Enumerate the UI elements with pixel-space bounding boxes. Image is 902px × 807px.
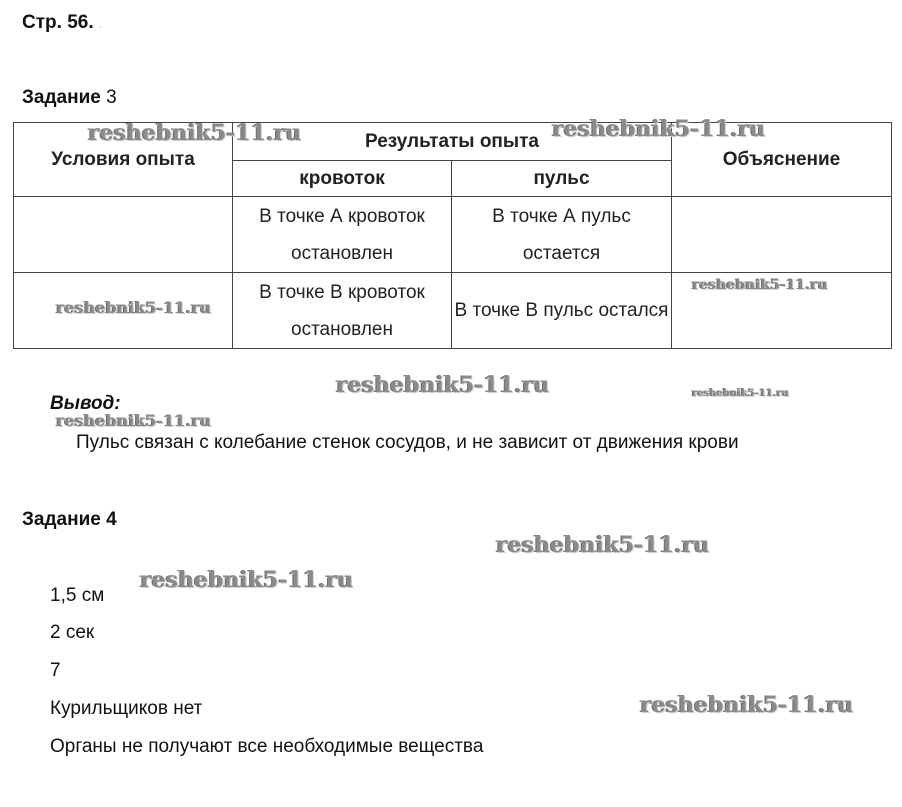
subheader-flow: кровоток xyxy=(233,161,452,197)
header-conditions: Условия опыта xyxy=(14,123,233,197)
task4-heading: Задание 4 xyxy=(22,509,117,530)
watermark: reshebnik5-11.ru xyxy=(692,277,828,293)
watermark: reshebnik5-11.ru xyxy=(56,298,212,317)
watermark: reshebnik5-11.ru xyxy=(88,120,302,146)
header-results: Результаты опыта xyxy=(233,123,672,161)
cell-conditions xyxy=(14,197,233,273)
answer-item: 7 xyxy=(50,660,61,681)
trailing-dot: . xyxy=(98,17,103,31)
cell-pulse: В точке А пульс остается xyxy=(452,197,672,273)
page-number: Стр. 56. . xyxy=(22,12,103,33)
task3-heading: Задание 3 xyxy=(22,87,117,108)
watermark: reshebnik5-11.ru xyxy=(140,567,354,593)
answer-item: Курильщиков нет xyxy=(50,698,203,719)
cell-flow: В точке В кровоток остановлен xyxy=(233,273,452,349)
cell-explanation xyxy=(672,197,892,273)
cell-pulse: В точке В пульс остался xyxy=(452,273,672,349)
watermark: reshebnik5-11.ru xyxy=(496,532,710,558)
watermark: reshebnik5-11.ru xyxy=(336,372,550,398)
answer-item: 2 сек xyxy=(50,622,95,643)
table-row xyxy=(14,197,892,273)
watermark: reshebnik5-11.ru xyxy=(552,116,766,142)
watermark: reshebnik5-11.ru xyxy=(56,411,212,430)
cell-flow: В точке А кровоток остановлен xyxy=(233,197,452,273)
subheader-pulse: пульс xyxy=(452,161,672,197)
conclusion-text: Пульс связан с колебание стенок сосудов, и не зависит от движения крови xyxy=(76,432,739,453)
conclusion-label: Вывод: xyxy=(50,393,121,414)
answer-item: 1,5 см xyxy=(50,585,105,606)
answer-item: Органы не получают все необходимые вещества xyxy=(50,736,484,757)
watermark: reshebnik5-11.ru xyxy=(692,388,789,399)
header-explanation: Объяснение xyxy=(672,123,892,197)
watermark: reshebnik5-11.ru xyxy=(640,692,854,718)
